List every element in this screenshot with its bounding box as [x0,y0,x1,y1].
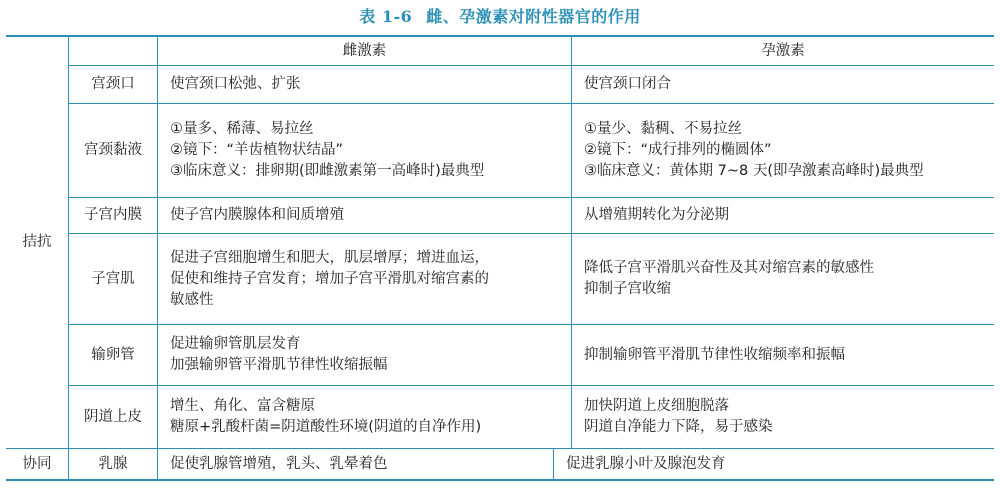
cell-progesterone: 促进乳腺小叶及腺泡发育 [566,455,726,472]
organ-cervical-os: 宫颈口 [91,76,135,92]
cell-progesterone: 加快阴道上皮细胞脱落 阴道自净能力下降，易于感染 [584,398,773,435]
organ-cervical-mucus: 宫颈黏液 [84,142,142,158]
cell-estrogen: 增生、角化、富含糖原 糖原+乳酸杆菌=阴道酸性环境(阴道的自净作用) [170,398,482,435]
group-label-antagonism: 拮抗 [22,234,52,250]
organ-endometrium: 子宫内膜 [84,207,142,223]
cell-estrogen: ①量多、稀薄、易拉丝 ②镜下：“羊齿植物状结晶” ③临床意义：排卵期(即雌激素第一高峰时)最典型 [170,121,485,179]
table-title [0,4,1000,30]
organ-mammary-gland: 乳腺 [98,455,128,472]
header-estrogen: 雌激素 [342,42,387,59]
table-bottom-rule [6,479,994,481]
cell-progesterone: 使宫颈口闭合 [584,76,671,92]
cell-estrogen: 使宫颈口松弛、扩张 [170,76,301,92]
cell-progesterone: 抑制输卵管平滑肌节律性收缩频率和振幅 [584,346,845,363]
group-label-synergy: 协同 [22,455,52,472]
organ-myometrium: 子宫肌 [91,270,135,287]
cell-progesterone: 降低子宫平滑肌兴奋性及其对缩宫素的敏感性 抑制子宫收缩 [584,260,874,297]
cell-progesterone: 从增殖期转化为分泌期 [584,207,729,223]
cell-estrogen: 促进子宫细胞增生和肥大，肌层增厚；增进血运， 促使和维持子宫发育；增加子宫平滑肌对缩宫素的 敏感性 [170,249,489,308]
cell-estrogen: 促使乳腺管增殖，乳头、乳晕着色 [170,455,388,472]
header-progesterone: 孕激素 [761,42,805,59]
cell-progesterone: ①量少、黏稠、不易拉丝 ②镜下：“成行排列的椭圆体” ③临床意义：黄体期 7~8 天(即孕激素高峰时)最典型 [584,121,924,179]
cell-estrogen: 促进输卵管肌层发育 加强输卵管平滑肌节律性收缩振幅 [170,336,388,373]
cell-estrogen: 使子宫内膜腺体和间质增殖 [170,207,344,223]
organ-vaginal-epithelium: 阴道上皮 [84,408,142,425]
organ-fallopian-tube: 输卵管 [91,346,135,363]
table-number: 表 1-6 [359,7,413,26]
table-caption: 雌、孕激素对附性器官的作用 [426,7,641,26]
